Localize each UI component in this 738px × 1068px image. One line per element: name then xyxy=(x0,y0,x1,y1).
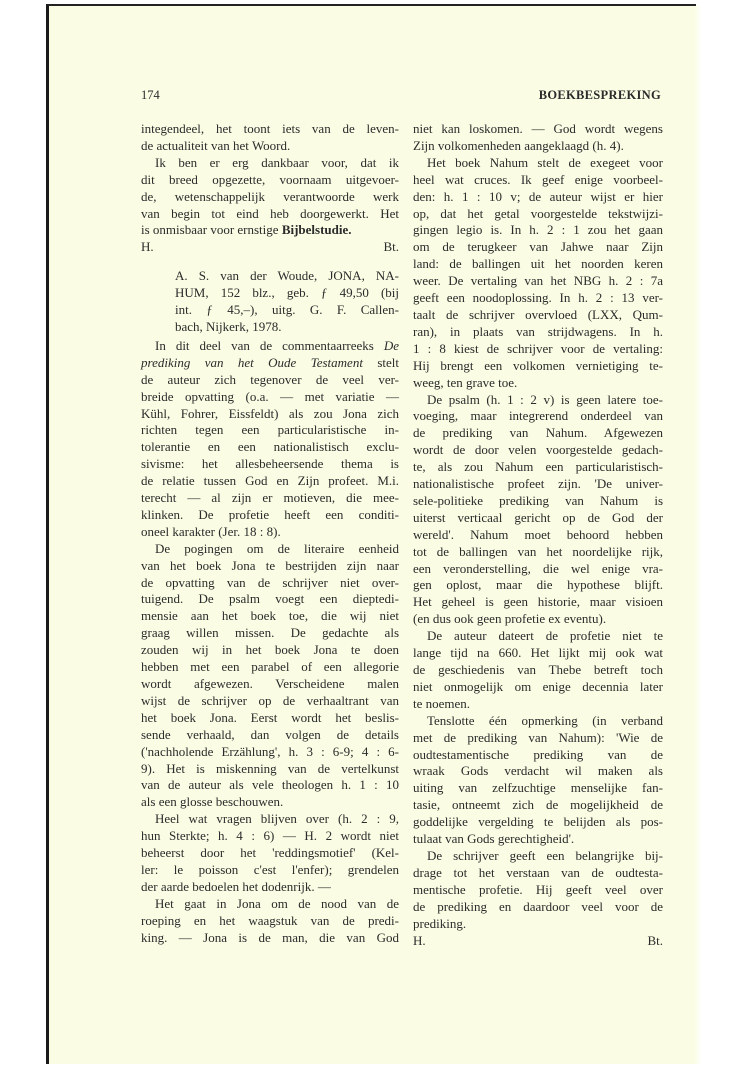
text-line: ran), in plaats van strijdwagens. In h. xyxy=(413,323,663,339)
signature-initial: H. xyxy=(413,932,426,948)
paragraph xyxy=(413,848,663,933)
paragraph xyxy=(141,155,399,240)
text-line: de opvatting van de schrijver niet over- xyxy=(141,574,399,590)
text-line: prediking. xyxy=(413,915,467,931)
paragraph xyxy=(141,541,399,812)
text-line: De psalm (h. 1 : 2 v) is geen latere toe- xyxy=(427,391,663,407)
page-number: 174 xyxy=(141,88,160,102)
italic-title: De xyxy=(383,337,399,353)
text-line: king. — Jona is de man, die van God xyxy=(141,929,399,945)
text-line: gen oplost, maar die hypothese blijft. xyxy=(413,577,663,593)
text-line: geeft een noodoplossing. In h. 2 : 13 ver- xyxy=(413,290,663,306)
text-line xyxy=(141,222,399,239)
scanned-page xyxy=(46,4,696,1064)
text-line: oudtestamentische prediking van de xyxy=(413,746,663,762)
text-line: mentische profetie. Hij geeft veel over xyxy=(413,881,663,897)
text-line: weeg, ten grave toe. xyxy=(413,374,518,390)
text-line: land: de ballingen uit het noorden keren xyxy=(413,256,663,272)
text-line: HUM, 152 blz., geb. ƒ 49,50 (bij xyxy=(175,285,399,301)
text-line: uiting van zelfzuchtige menselijke fan- xyxy=(413,780,663,796)
left-column xyxy=(141,121,399,947)
text-line: heel wat cruces. Ik geef enige voorbeel- xyxy=(413,171,663,187)
text-line: den: h. 1 : 10 v; de auteur wijst er hier xyxy=(413,188,663,204)
text-line: van de auteur als vele theologen h. 1 : 10 xyxy=(141,777,399,793)
text-line: de prediking en daardoor veel voor de xyxy=(413,898,663,914)
text-line: Zijn volkomenheden aangeklaagd (h. 4). xyxy=(413,137,624,153)
paragraph xyxy=(413,628,663,713)
text-line: de, wetenschappelijk verantwoorde werk xyxy=(141,188,399,204)
text-line: hebben met een parabel of een allegorie xyxy=(141,659,399,675)
text-line: van begin tot eind heb doorgewerkt. Het xyxy=(141,205,399,221)
text-line: uiterst verticaal gericht op de God der xyxy=(413,509,663,525)
text-line: taalt de schrijver overvloed (LXX, Qum- xyxy=(413,306,663,322)
text-line: ('nachholende Erzählung', h. 3 : 6-9; 4 : 6- xyxy=(141,743,399,759)
text-line xyxy=(141,355,399,372)
text-line: De pogingen om de literaire eenheid xyxy=(155,540,399,556)
text-line: met de prediking van Nahum): 'Wie de xyxy=(413,729,663,745)
text-line: Heel wat vragen blijven over (h. 2 : 9, xyxy=(155,811,399,827)
text-line: graag willen missen. De gedachte als xyxy=(141,625,399,641)
text-line: te noemen. xyxy=(413,695,471,711)
bold-text: Bijbelstudie. xyxy=(281,222,352,238)
text-line: tolerantie en een nationalistisch exclu- xyxy=(141,439,399,455)
text-line: 1 : 8 kiest de schrijver voor de vertaling: xyxy=(413,340,663,356)
text-line xyxy=(141,338,399,355)
text-line: beheerst door het 'reddingsmotief' (Kel- xyxy=(141,845,399,861)
text-line: ler: le poisson c'est l'enfer); grendelen xyxy=(141,861,399,877)
text-segment: stelt xyxy=(362,354,399,370)
section-title: BOEKBESPREKING xyxy=(538,88,661,102)
paragraph xyxy=(141,811,399,896)
text-line: de actualiteit van het Woord. xyxy=(141,137,291,153)
text-line: nationalistische profeet zijn. 'De univer- xyxy=(413,476,663,492)
text-line: niet onmogelijk om enige decennia later xyxy=(413,678,663,694)
text-line: (en dus ook geen profetie ex eventu). xyxy=(413,611,607,627)
text-line: sivisme: het allesbeheersende thema is xyxy=(141,456,399,472)
paragraph xyxy=(141,121,399,155)
paragraph xyxy=(141,338,399,541)
text-line: weer. De vertaling van het NBG h. 2 : 7a xyxy=(413,273,663,289)
text-line: lange tijd na 660. Het lijkt mij ook wat xyxy=(413,645,663,661)
text-line: als een glosse beschouwen. xyxy=(141,794,284,810)
text-line: int. ƒ 45,–), uitg. G. F. Callen- xyxy=(175,302,399,318)
text-line: sende verhaald, dan volgen de details xyxy=(141,726,399,742)
text-line: voeging, maar integrerend onderdeel van xyxy=(413,408,663,424)
text-line: het boek Jona. Eerst wordt het beslis- xyxy=(141,709,399,725)
text-line: Kühl, Fohrer, Eissfeldt) als zou Jona zich xyxy=(141,405,399,421)
review-signature xyxy=(413,933,663,950)
text-line: wraak Gods verdacht wil maken als xyxy=(413,763,663,779)
text-line: A. S. van der Woude, JONA, NA- xyxy=(175,268,399,284)
text-line: de auteur zich tegenover de veel ver- xyxy=(141,371,399,387)
text-line: zouden wij in het boek Jona te doen xyxy=(141,642,399,658)
text-line: een veronderstelling, die wel enige vra- xyxy=(413,560,663,576)
text-line: goddelijke vergelding te belijden als pos- xyxy=(413,814,663,830)
right-column xyxy=(413,121,663,949)
text-line: Het geheel is geen historie, maar visioen xyxy=(413,594,663,610)
text-line: klinken. De profetie heeft een conditi- xyxy=(141,506,399,522)
text-segment: In dit deel van de commentaarreeks xyxy=(155,337,384,353)
text-line: tuigend. De psalm voegt een dieptedi- xyxy=(141,591,399,607)
text-line: wordt de door velen voorgestelde gedach- xyxy=(413,442,663,458)
text-line: tulaat van Gods gerechtigheid'. xyxy=(413,831,575,847)
text-line: oneel karakter (Jer. 18 : 8). xyxy=(141,523,281,539)
signature-author: Bt. xyxy=(647,932,663,948)
text-line: sele-politieke prediking van Nahum is xyxy=(413,492,663,508)
text-line: breide opvatting (o.a. — met variatie — xyxy=(141,388,399,404)
book-citation xyxy=(141,268,399,336)
text-line: roeping en het waagstuk van de predi- xyxy=(141,912,399,928)
text-line: drage tot het verstaan van de oudtesta- xyxy=(413,864,663,880)
text-line: de prediking van Nahum. Afgewezen xyxy=(413,425,663,441)
text-line: op, dat het getal voorgestelde tekstwijzi- xyxy=(413,205,663,221)
review-signature xyxy=(141,239,399,256)
text-line: tasie, ontneemt zich de mogelijkheid de xyxy=(413,797,663,813)
paragraph xyxy=(413,121,663,155)
text-line: hun Sterkte; h. 4 : 6) — H. 2 wordt niet xyxy=(141,828,399,844)
text-line: Tenslotte één opmerking (in verband xyxy=(427,712,663,728)
signature-author: Bt. xyxy=(383,239,399,255)
paragraph xyxy=(413,713,663,848)
text-line: De schrijver geeft een belangrijke bij- xyxy=(427,847,663,863)
text-line: 9). Het is miskenning van de vertelkunst xyxy=(141,760,399,776)
text-line: gingen legio is. In h. 2 : 1 zou het gaan xyxy=(413,222,663,238)
paragraph xyxy=(141,896,399,947)
text-line: Het gaat in Jona om de nood van de xyxy=(155,895,399,911)
text-line: dit breed opgezette, voornaam uitgevoer- xyxy=(141,171,399,187)
paragraph xyxy=(413,155,663,392)
text-line: wordt afgewezen. Verscheidene malen xyxy=(141,676,399,691)
text-line: de geschiedenis van Thebe betreft toch xyxy=(413,662,663,677)
text-line: terecht — al zijn er motieven, die mee- xyxy=(141,490,399,506)
text-line: de relatie tussen God en Zijn profeet. M.i. xyxy=(141,473,399,489)
text-line: Hij brengt een volkomen vernietiging te- xyxy=(413,357,663,373)
text-line: mensie aan het boek toe, die wij niet xyxy=(141,608,399,624)
text-line: te, als zou Nahum een particularistisch- xyxy=(413,459,663,475)
text-line: om de terugkeer van Jahwe naar Zijn xyxy=(413,239,663,255)
text-line: van het boek Jona te bestrijden zijn naar xyxy=(141,557,399,573)
paragraph xyxy=(413,392,663,629)
text-line: Ik ben er erg dankbaar voor, dat ik xyxy=(155,154,399,170)
signature-initial: H. xyxy=(141,239,154,255)
text-line: richten tegen een particularistische in- xyxy=(141,422,399,438)
text-line: wijst de schrijver op de verhaaltrant van xyxy=(141,692,399,708)
text-line: integendeel, het toont iets van de leven- xyxy=(141,121,399,136)
italic-title: prediking van het Oude Testament xyxy=(141,354,363,370)
text-segment: is onmisbaar voor ernstige xyxy=(141,222,282,238)
text-line: Het boek Nahum stelt de exegeet voor xyxy=(427,154,663,170)
text-line: der aarde bedoelen het dodenrijk. — xyxy=(141,878,331,894)
text-line: tot de ballingen van het noordelijke rijk, xyxy=(413,543,663,559)
text-line: De auteur dateert de profetie niet te xyxy=(427,628,663,644)
text-line: niet kan loskomen. — God wordt wegens xyxy=(413,121,663,136)
text-line: wereld'. Nahum moet behoord hebben xyxy=(413,526,663,542)
text-line: bach, Nijkerk, 1978. xyxy=(175,318,282,334)
